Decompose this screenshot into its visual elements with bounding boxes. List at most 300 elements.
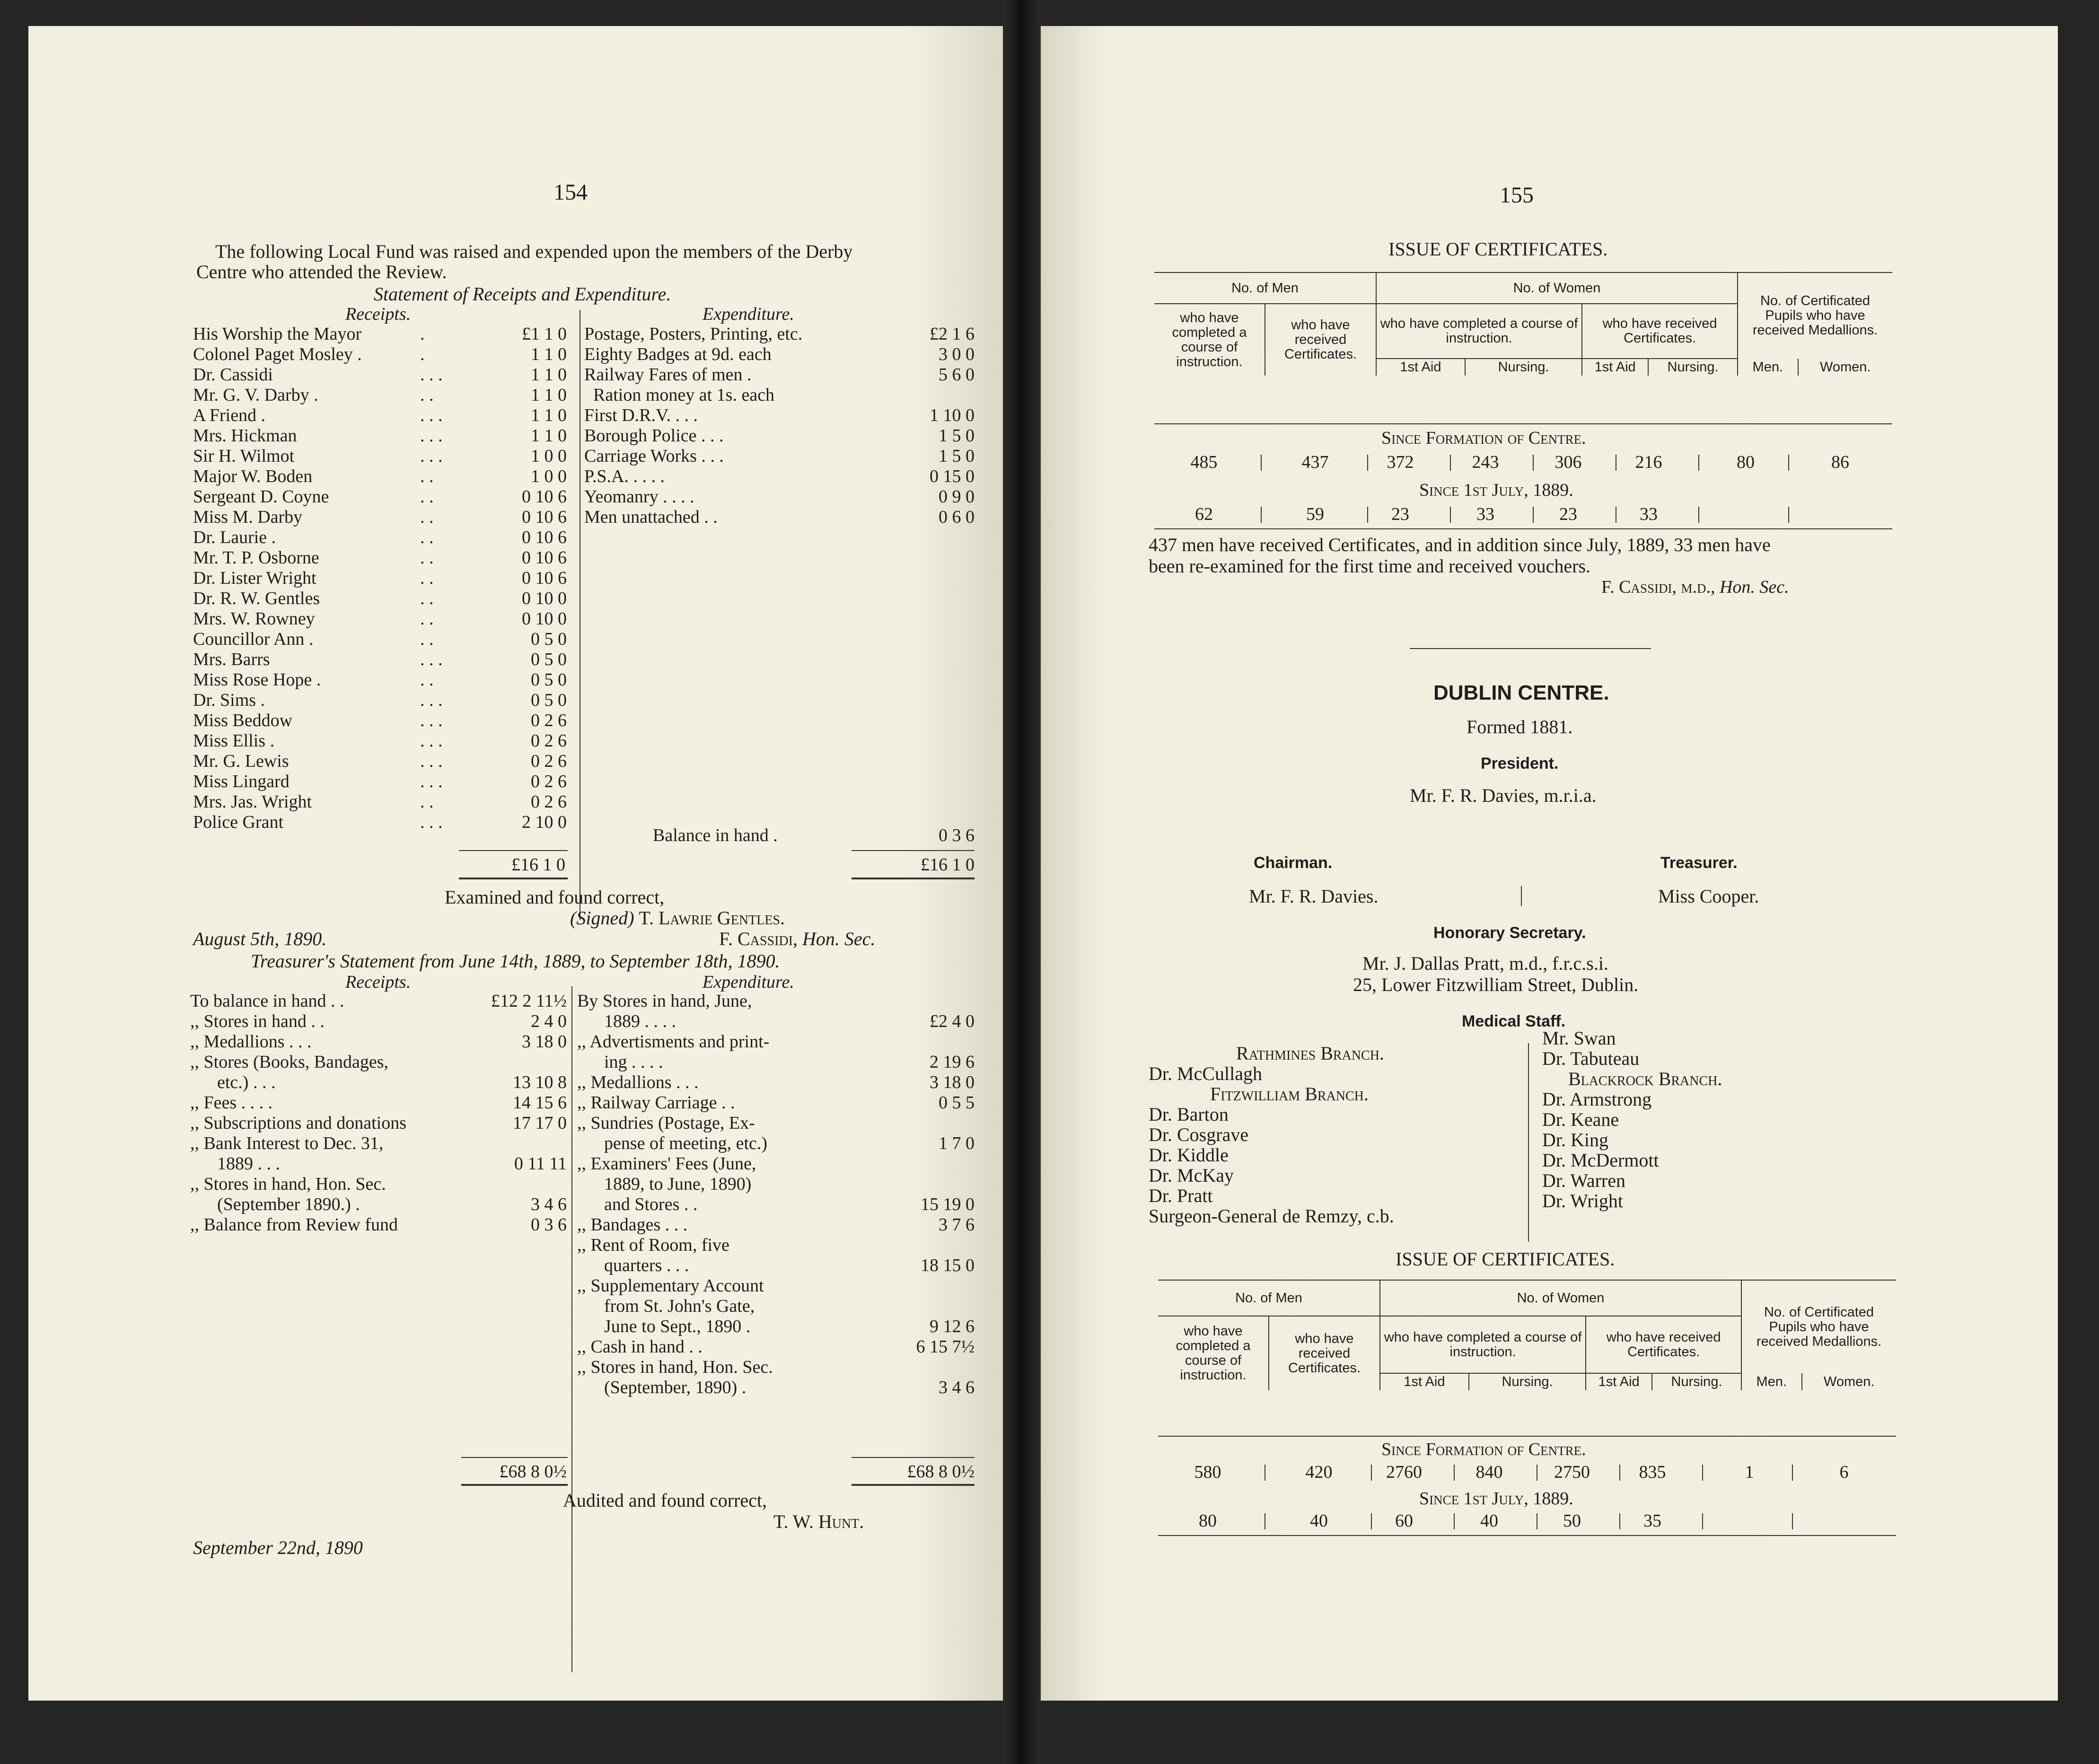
- receipt-name: Miss M. Darby: [193, 507, 303, 527]
- staff-member: Dr. Tabuteau: [1542, 1048, 1640, 1069]
- receipt-amount: 0 2 6: [531, 772, 567, 791]
- rule: [1154, 423, 1892, 424]
- treasurer-expenditure-row: [577, 1296, 977, 1316]
- expenditure-name: Ration money at 1s. each: [584, 385, 775, 405]
- receipt-amount: 0 10 6: [522, 527, 567, 547]
- cell-separator: [1702, 1513, 1703, 1529]
- column-divider-2: [571, 986, 572, 1672]
- receipt-dots: . . .: [420, 446, 443, 466]
- hon-sec-address: 25, Lower Fitzwilliam Street, Dublin.: [1353, 974, 1639, 995]
- receipt-dots: . .: [420, 548, 434, 568]
- dublin-title: DUBLIN CENTRE.: [1433, 681, 1609, 704]
- receipt-row: [193, 690, 571, 711]
- president-heading: President.: [1481, 755, 1559, 772]
- receipt-row: [193, 711, 571, 731]
- table-cell: 80: [1737, 452, 1755, 472]
- expenditure-name: Postage, Posters, Printing, etc.: [584, 324, 803, 344]
- formed-text: Formed 1881.: [1467, 716, 1573, 737]
- treasurer-receipts-list: [190, 991, 569, 1235]
- expenditure-amount: 0 6 0: [939, 507, 975, 527]
- expenditure-list: [584, 324, 982, 527]
- header-men-medal: Men.: [1741, 1373, 1802, 1390]
- receipt-row: [193, 812, 571, 833]
- rule: [459, 850, 568, 851]
- treasurer-expenditure-row: [577, 1316, 977, 1337]
- double-rule: [852, 878, 975, 879]
- page-number: 155: [1500, 183, 1534, 208]
- treasurer-expenditure-text: ,, Stores in hand, Hon. Sec.: [577, 1357, 773, 1377]
- receipt-dots: . .: [420, 385, 434, 405]
- treasurer-expenditure-text: ,, Bandages . . .: [577, 1215, 688, 1235]
- treasurer-receipt-row: [190, 1113, 569, 1133]
- note-sig-hon: Hon. Sec.: [1719, 577, 1789, 597]
- header-men: No. of Men: [1154, 273, 1376, 304]
- expenditure-amount: 1 10 0: [930, 405, 975, 425]
- treasurer-expenditure-text: ,, Medallions . . .: [577, 1072, 699, 1092]
- treasurer-receipt-row: [190, 1133, 569, 1154]
- receipt-amount: 0 2 6: [531, 751, 567, 771]
- receipt-amount: 0 5 0: [531, 649, 567, 669]
- receipt-dots: . . .: [420, 812, 443, 832]
- treasurer-receipt-amount: 14 15 6: [513, 1093, 567, 1113]
- expenditure-name: Carriage Works . . .: [584, 446, 724, 466]
- receipt-row: [193, 385, 571, 405]
- receipt-name: Mrs. Jas. Wright: [193, 792, 312, 812]
- receipts-heading: Receipts.: [345, 304, 411, 324]
- expenditure-name: Borough Police . . .: [584, 426, 724, 446]
- receipt-row: [193, 670, 571, 690]
- treasurer-receipt-row: [190, 1093, 569, 1113]
- table-cell: 59: [1306, 504, 1324, 524]
- receipt-amount: £1 1 0: [522, 324, 567, 344]
- staff-member: Mr. Swan: [1542, 1027, 1616, 1049]
- treasurer-receipt-amount: 17 17 0: [513, 1113, 567, 1133]
- receipt-name: Mrs. Hickman: [193, 426, 297, 446]
- cell-separator: [1702, 1465, 1703, 1481]
- header-nursing: Nursing.: [1465, 359, 1582, 376]
- treasurer-receipt-row: [190, 1011, 569, 1032]
- treasurer-receipt-row: [190, 1194, 569, 1215]
- balance-label: Balance in hand .: [653, 825, 778, 845]
- table-cell: 306: [1554, 452, 1582, 472]
- receipt-name: Colonel Paget Mosley .: [193, 344, 362, 364]
- audited-text: Audited and found correct,: [563, 1490, 767, 1511]
- expenditure-amount: £2 1 6: [930, 324, 975, 344]
- receipt-row: [193, 792, 571, 812]
- receipt-amount: 1 1 0: [531, 426, 567, 446]
- table-cell: 2760: [1386, 1462, 1422, 1482]
- table-cell: 580: [1194, 1462, 1221, 1482]
- treasurer-expenditure-row: [577, 1072, 977, 1093]
- receipt-amount: 0 5 0: [531, 690, 567, 710]
- staff-member: Dr. McCullagh: [1149, 1063, 1262, 1084]
- receipt-amount: 0 2 6: [531, 731, 567, 751]
- table-cell: 35: [1643, 1511, 1661, 1531]
- receipt-amount: 0 10 6: [522, 548, 567, 568]
- table-cell: 80: [1199, 1511, 1217, 1531]
- cell-separator: [1533, 507, 1534, 523]
- treasurer-expenditure-row: [577, 1378, 977, 1398]
- staff-member: Dr. Keane: [1542, 1109, 1619, 1130]
- staff-left-list: [1149, 1043, 1518, 1226]
- table-cell: 23: [1391, 504, 1409, 524]
- divider: [1521, 886, 1522, 906]
- receipt-dots: . . .: [420, 365, 443, 385]
- treasurer-expenditure-row: [577, 1194, 977, 1215]
- expenditure-amount: 1 5 0: [939, 426, 975, 446]
- since-july-2: Since 1st July, 1889.: [1419, 1489, 1573, 1509]
- since-formation-2: Since Formation of Centre.: [1381, 1439, 1586, 1459]
- cell-separator: [1788, 507, 1789, 523]
- treasurer-receipt-amount: 3 18 0: [522, 1032, 567, 1052]
- receipt-amount: 0 10 0: [522, 609, 567, 629]
- header-nursing: Nursing.: [1652, 1373, 1741, 1390]
- treasurer-expenditure-amount: 9 12 6: [930, 1316, 975, 1336]
- receipt-amount: 0 10 6: [522, 568, 567, 588]
- branch-heading: Rathmines Branch.: [1236, 1043, 1384, 1064]
- receipt-dots: . .: [420, 670, 434, 690]
- receipt-row: [193, 405, 571, 426]
- dublin-formation-row: [1158, 1462, 1896, 1483]
- expenditure-row: [584, 405, 982, 426]
- since-formation: Since Formation of Centre.: [1381, 428, 1586, 448]
- table-cell: 437: [1301, 452, 1329, 472]
- treasurer-expenditure-text: from St. John's Gate,: [577, 1296, 755, 1316]
- rule: [852, 850, 975, 851]
- treasurer-expenditure-row: [577, 1357, 977, 1378]
- treasurer-expenditure-text: By Stores in hand, June,: [577, 991, 752, 1011]
- treasurer-expenditure-amount: 18 15 0: [921, 1255, 975, 1275]
- total-expenditure: £16 1 0: [921, 855, 975, 875]
- table-cell: 40: [1310, 1511, 1328, 1531]
- treasurer-heading: Treasurer's Statement from June 14th, 1889, to September 18th, 1890.: [251, 950, 780, 972]
- header-1st-aid: 1st Aid: [1586, 1373, 1652, 1390]
- note-sig: F. Cassidi, m.d.,: [1601, 577, 1715, 597]
- staff-member: Dr. Cosgrave: [1149, 1124, 1249, 1145]
- receipt-name: Miss Beddow: [193, 711, 293, 730]
- treasurer-expenditure-row: [577, 1154, 977, 1174]
- treasurer-receipt-row: [190, 1174, 569, 1194]
- receipt-dots: . .: [420, 588, 434, 608]
- treasurer-receipt-amount: 13 10 8: [513, 1072, 567, 1092]
- hon-sec-name: Mr. J. Dallas Pratt, m.d., f.r.c.s.i.: [1362, 953, 1608, 974]
- table-cell: 420: [1305, 1462, 1333, 1482]
- treasurer-expenditure-amount: 0 5 5: [939, 1093, 975, 1113]
- receipt-dots: . . .: [420, 711, 443, 730]
- table-cell: 243: [1472, 452, 1499, 472]
- receipt-row: [193, 731, 571, 751]
- receipt-row: [193, 365, 571, 385]
- staff-member: Dr. Pratt: [1149, 1185, 1213, 1206]
- header-women: No. of Women: [1376, 273, 1738, 304]
- treasurer-expenditure-amount: 3 4 6: [939, 1378, 975, 1397]
- treasurer-expenditure-amount: 6 15 7½: [916, 1337, 975, 1357]
- receipt-name: Mrs. W. Rowney: [193, 609, 315, 629]
- table-cell: 50: [1563, 1511, 1581, 1531]
- treasurer-receipt-text: 1889 . . .: [190, 1154, 280, 1174]
- president-name: Mr. F. R. Davies, m.r.i.a.: [1410, 785, 1597, 806]
- receipts-list: [193, 324, 571, 833]
- signed-prefix: (Signed): [570, 907, 634, 929]
- medical-heading: Medical Staff.: [1462, 1012, 1566, 1030]
- date-september: September 22nd, 1890: [193, 1537, 363, 1558]
- chairman-heading: Chairman.: [1254, 854, 1333, 872]
- treasurer-receipt-text: ,, Bank Interest to Dec. 31,: [190, 1133, 384, 1153]
- treasurer-receipt-text: (September 1890.) .: [190, 1194, 360, 1214]
- hon-sec-heading: Honorary Secretary.: [1433, 924, 1586, 942]
- expenditure-row: [584, 426, 982, 446]
- staff-member: Dr. McKay: [1149, 1165, 1234, 1186]
- treasurer-expenditure-text: ing . . . .: [577, 1052, 663, 1072]
- dublin-july-row: [1158, 1510, 1896, 1532]
- receipt-row: [193, 527, 571, 548]
- t-receipts-heading: Receipts.: [345, 972, 411, 992]
- header-completed-men: who have completed a course of instruction.: [1158, 1316, 1269, 1390]
- receipt-name: Dr. Laurie .: [193, 527, 276, 547]
- receipt-dots: .: [420, 344, 425, 364]
- treasurer-receipt-text: ,, Fees . . . .: [190, 1093, 273, 1113]
- treasurer-expenditure-text: (September, 1890) .: [577, 1378, 747, 1397]
- expenditure-row: [584, 507, 982, 527]
- receipt-amount: 1 1 0: [531, 344, 567, 364]
- receipt-row: [193, 324, 571, 344]
- receipt-row: [193, 548, 571, 568]
- header-men-medal: Men.: [1738, 359, 1798, 376]
- treasurer-receipt-text: ,, Balance from Review fund: [190, 1215, 398, 1235]
- receipt-row: [193, 344, 571, 365]
- header-completed-men: who have completed a course of instruction.: [1154, 304, 1265, 376]
- expenditure-row: [584, 487, 982, 507]
- rule: [461, 1457, 568, 1458]
- hunt-sig: T. W. Hunt.: [773, 1511, 864, 1532]
- treasurer-name: Miss Cooper.: [1658, 886, 1759, 907]
- header-completed-women: who have completed a course of instruction.: [1376, 304, 1582, 359]
- staff-member: Dr. Armstrong: [1542, 1088, 1652, 1110]
- receipt-dots: . . .: [420, 690, 443, 710]
- receipt-amount: 0 2 6: [531, 792, 567, 812]
- receipt-name: Mr. T. P. Osborne: [193, 548, 319, 568]
- staff-right-list: [1542, 1028, 1968, 1211]
- receipt-name: Dr. Lister Wright: [193, 568, 316, 588]
- receipt-amount: 1 1 0: [531, 405, 567, 425]
- double-rule: [461, 1484, 568, 1486]
- table-cell: 2750: [1554, 1462, 1590, 1482]
- expenditure-amount: 5 6 0: [939, 365, 975, 385]
- treasurer-receipt-row: [190, 991, 569, 1011]
- treasurer-expenditure-row: [577, 1032, 977, 1052]
- receipt-dots: . . .: [420, 649, 443, 669]
- expenditure-row: [584, 344, 982, 365]
- receipt-row: [193, 568, 571, 588]
- branch-heading: Blackrock Branch.: [1568, 1068, 1722, 1089]
- examined-text: Examined and found correct,: [445, 886, 665, 908]
- cell-separator: [1371, 1513, 1372, 1529]
- date-august: August 5th, 1890.: [193, 928, 327, 949]
- receipt-name: Sergeant D. Coyne: [193, 487, 329, 507]
- balance-amount: 0 3 6: [939, 825, 975, 845]
- since-july: Since 1st July, 1889.: [1419, 480, 1573, 500]
- hon-sec-sig: Hon. Sec.: [802, 928, 876, 949]
- page-154: [28, 26, 1003, 1701]
- expenditure-heading: Expenditure.: [703, 304, 794, 324]
- receipt-dots: . . .: [420, 426, 443, 446]
- expenditure-amount: 0 15 0: [930, 466, 975, 486]
- treasurer-expenditure-row: [577, 1215, 977, 1235]
- rule: [1158, 1535, 1896, 1536]
- receipt-name: Major W. Boden: [193, 466, 313, 486]
- expenditure-amount: 0 9 0: [939, 487, 975, 507]
- treasurer-receipt-amount: £12 2 11½: [491, 991, 567, 1011]
- treasurer-receipt-text: ,, Medallions . . .: [190, 1032, 312, 1052]
- staff-member: Surgeon-General de Remzy, c.b.: [1149, 1205, 1394, 1227]
- treasurer-expenditure-text: 1889 . . . .: [577, 1011, 676, 1031]
- cell-separator: [1450, 507, 1451, 523]
- receipt-amount: 0 10 6: [522, 487, 567, 507]
- table-cell: 62: [1195, 504, 1213, 524]
- receipt-dots: . .: [420, 792, 434, 812]
- receipt-name: Dr. Sims .: [193, 690, 265, 710]
- treasurer-expenditure-row: [577, 1255, 977, 1276]
- header-medallions: No. of Certificated Pupils who have received Medallions.: [1752, 293, 1878, 338]
- cell-separator: [1619, 1465, 1620, 1481]
- receipt-row: [193, 588, 571, 609]
- receipt-amount: 0 10 0: [522, 588, 567, 608]
- receipt-row: [193, 446, 571, 466]
- receipt-row: [193, 772, 571, 792]
- receipt-amount: 0 2 6: [531, 711, 567, 730]
- header-received-men: who have received Certificates.: [1269, 1316, 1380, 1390]
- cell-separator: [1792, 1465, 1793, 1481]
- receipt-dots: . .: [420, 568, 434, 588]
- table-cell: 86: [1831, 452, 1849, 472]
- cell-separator: [1450, 455, 1451, 471]
- staff-member: Dr. King: [1542, 1129, 1608, 1150]
- cell-separator: [1367, 455, 1368, 471]
- expenditure-name: Eighty Badges at 9d. each: [584, 344, 772, 364]
- table-cell: 33: [1640, 504, 1658, 524]
- table-cell: 835: [1639, 1462, 1666, 1482]
- cell-separator: [1454, 1465, 1455, 1481]
- receipt-dots: . .: [420, 527, 434, 547]
- header-women: No. of Women: [1380, 1281, 1741, 1316]
- treasurer-receipt-row: [190, 1032, 569, 1052]
- header-received-men: who have received Certificates.: [1265, 304, 1376, 376]
- treasurer-expenditure-text: quarters . . .: [577, 1255, 689, 1275]
- treasurer-expenditure-text: and Stores . .: [577, 1194, 698, 1214]
- receipt-amount: 0 5 0: [531, 629, 567, 649]
- note-line-2: been re-examined for the first time and received vouchers.: [1149, 555, 1591, 577]
- expenditure-row: [584, 385, 982, 405]
- staff-member: Dr. Kiddle: [1149, 1144, 1229, 1166]
- cell-separator: [1792, 1513, 1793, 1529]
- receipt-amount: 1 0 0: [531, 446, 567, 466]
- page-155: [1041, 26, 2058, 1701]
- treasurer-receipt-row: [190, 1154, 569, 1174]
- header-women-medal: Women.: [1824, 1374, 1875, 1389]
- header-1st-aid: 1st Aid: [1380, 1373, 1469, 1390]
- receipt-row: [193, 751, 571, 772]
- treasurer-expenditure-text: 1889, to June, 1890): [577, 1174, 752, 1194]
- receipt-amount: 1 1 0: [531, 385, 567, 405]
- receipt-amount: 1 1 0: [531, 365, 567, 385]
- expenditure-amount: 1 5 0: [939, 446, 975, 466]
- header-women-medal: Women.: [1820, 359, 1871, 375]
- treasurer-expenditure-text: ,, Supplementary Account: [577, 1276, 764, 1296]
- treasurer-heading: Treasurer.: [1660, 854, 1738, 872]
- cell-separator: [1788, 455, 1789, 471]
- treasurer-expenditure-amount: 2 19 6: [930, 1052, 975, 1072]
- treasurer-expenditure-text: ,, Railway Carriage . .: [577, 1093, 735, 1113]
- double-rule: [852, 1484, 975, 1486]
- receipt-dots: . .: [420, 466, 434, 486]
- receipt-row: [193, 649, 571, 670]
- receipt-name: Dr. Cassidi: [193, 365, 273, 385]
- receipt-row: [193, 426, 571, 446]
- receipt-name: Councillor Ann .: [193, 629, 314, 649]
- header-men: No. of Men: [1158, 1281, 1380, 1316]
- total-receipts: £16 1 0: [511, 855, 565, 875]
- expenditure-row: [584, 446, 982, 466]
- header-medallions: No. of Certificated Pupils who have received Medallions.: [1756, 1304, 1882, 1349]
- treasurer-expenditure-text: pense of meeting, etc.): [577, 1133, 768, 1153]
- header-nursing: Nursing.: [1469, 1373, 1586, 1390]
- treasurer-expenditure-row: [577, 1052, 977, 1072]
- receipt-row: [193, 629, 571, 649]
- table-cell: 23: [1559, 504, 1577, 524]
- cell-separator: [1454, 1513, 1455, 1529]
- expenditure-amount: 3 0 0: [939, 344, 975, 364]
- treasurer-expenditure-list: [577, 991, 977, 1398]
- treasurer-expenditure-amount: 15 19 0: [921, 1194, 975, 1214]
- table-cell: 60: [1395, 1511, 1413, 1531]
- branch-heading: Fitzwilliam Branch.: [1210, 1083, 1369, 1105]
- expenditure-row: [584, 324, 982, 344]
- rule: [1158, 1436, 1896, 1437]
- treasurer-receipt-text: ,, Stores in hand . .: [190, 1011, 325, 1031]
- receipt-row: [193, 487, 571, 507]
- dublin-certificates-table: [1158, 1281, 1896, 1390]
- cell-separator: [1619, 1513, 1620, 1529]
- derby-formation-row: [1154, 452, 1892, 473]
- double-rule: [459, 878, 568, 879]
- header-nursing: Nursing.: [1648, 359, 1738, 376]
- treasurer-expenditure-text: ,, Advertisments and print-: [577, 1032, 770, 1052]
- treasurer-receipt-amount: 0 3 6: [531, 1215, 567, 1235]
- cell-separator: [1367, 507, 1368, 523]
- table-cell: 1: [1745, 1462, 1754, 1482]
- signed-name: T. Lawrie Gentles.: [639, 907, 785, 929]
- table-cell: 372: [1387, 452, 1414, 472]
- derby-certificates-table: [1154, 273, 1892, 376]
- receipt-name: Mr. G. V. Darby .: [193, 385, 318, 405]
- rule: [1154, 528, 1892, 529]
- treasurer-expenditure-row: [577, 1011, 977, 1032]
- header-received-women: who have received Certificates.: [1582, 304, 1738, 359]
- staff-member: Dr. Warren: [1542, 1170, 1625, 1191]
- receipt-name: Police Grant: [193, 812, 284, 832]
- treasurer-expenditure-row: [577, 1174, 977, 1194]
- receipt-amount: 2 10 0: [522, 812, 567, 832]
- derby-july-row: [1154, 504, 1892, 525]
- receipt-name: A Friend .: [193, 405, 266, 425]
- treasurer-expenditure-amount: 3 7 6: [939, 1215, 975, 1235]
- receipt-dots: .: [420, 324, 425, 344]
- receipt-amount: 1 0 0: [531, 466, 567, 486]
- receipt-row: [193, 466, 571, 487]
- expenditure-row: [584, 365, 982, 385]
- treasurer-expenditure-row: [577, 1276, 977, 1296]
- cell-separator: [1371, 1465, 1372, 1481]
